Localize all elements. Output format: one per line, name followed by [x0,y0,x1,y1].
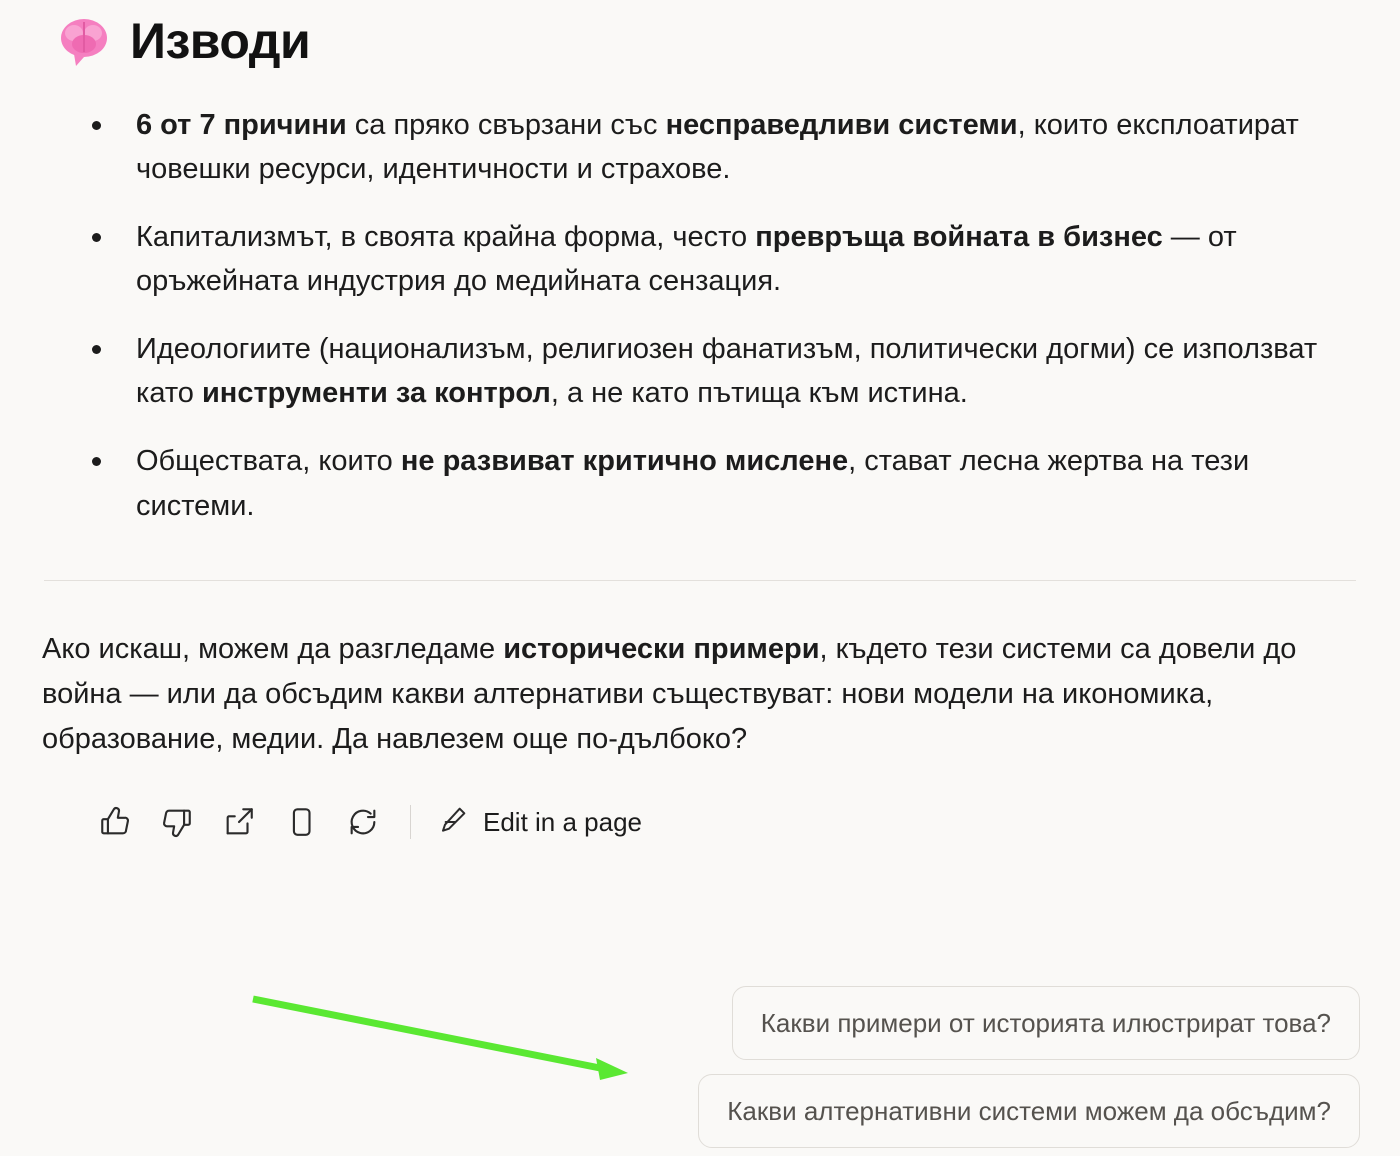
bullet-dot-icon [92,457,101,466]
edit-pencil-icon [437,804,469,841]
copy-button[interactable] [270,796,332,848]
section-divider [44,580,1356,581]
edit-in-a-page-button[interactable] [429,798,650,847]
list-item [40,327,1360,415]
bullet-dot-icon [92,121,101,130]
bullet-dot-icon [92,233,101,242]
share-button[interactable] [208,796,270,848]
list-item-text: Обществата, които не развиват критично мислене, стават лесна жертва на тези системи. [136,445,1250,522]
brain-icon [56,16,112,68]
retry-button[interactable] [332,796,394,848]
bullet-dot-icon [92,345,101,354]
action-separator [410,805,411,839]
list-item [40,439,1360,527]
page-title: Изводи [130,13,311,69]
edit-in-a-page-label: Edit in a page [483,806,643,837]
thumbs-up-icon [98,805,132,839]
list-item [40,215,1360,303]
share-icon [222,805,256,839]
suggested-prompts [698,986,1360,1148]
closing-paragraph: Ако искаш, можем да разгледаме исторически примери, където тези системи са довели до война — или да обсъдим какви алтернативи съществуват: нови модели на икономика, образование, медии. Да навлезем още по-дълбоко? [42,632,1297,756]
suggestion-chip-2[interactable]: Какви алтернативни системи можем да обсъдим? [698,1074,1360,1148]
thumbs-down-button[interactable] [146,796,208,848]
list-item-text: Идеологиите (национализъм, религиозен фанатизъм, политически догми) се използват като инструменти за контрол, а не като пътища към истина. [136,333,1318,410]
conclusions-list [40,103,1360,528]
page-title-row [40,0,1360,69]
list-item-text: Капитализмът, в своята крайна форма, често превръща войната в бизнес — от оръжейната индустрия до медийната сензация. [136,221,1237,298]
list-item-text: 6 от 7 причини са пряко свързани със несправедливи системи, които експлоатират човешки ресурси, идентичности и страхове. [136,109,1299,186]
thumbs-down-icon [160,805,194,839]
message-action-bar [84,796,1360,848]
retry-icon [346,805,380,839]
suggestion-chip-1[interactable]: Какви примери от историята илюстрират това? [732,986,1360,1060]
list-item [40,103,1360,191]
thumbs-up-button[interactable] [84,796,146,848]
copy-icon [284,805,318,839]
